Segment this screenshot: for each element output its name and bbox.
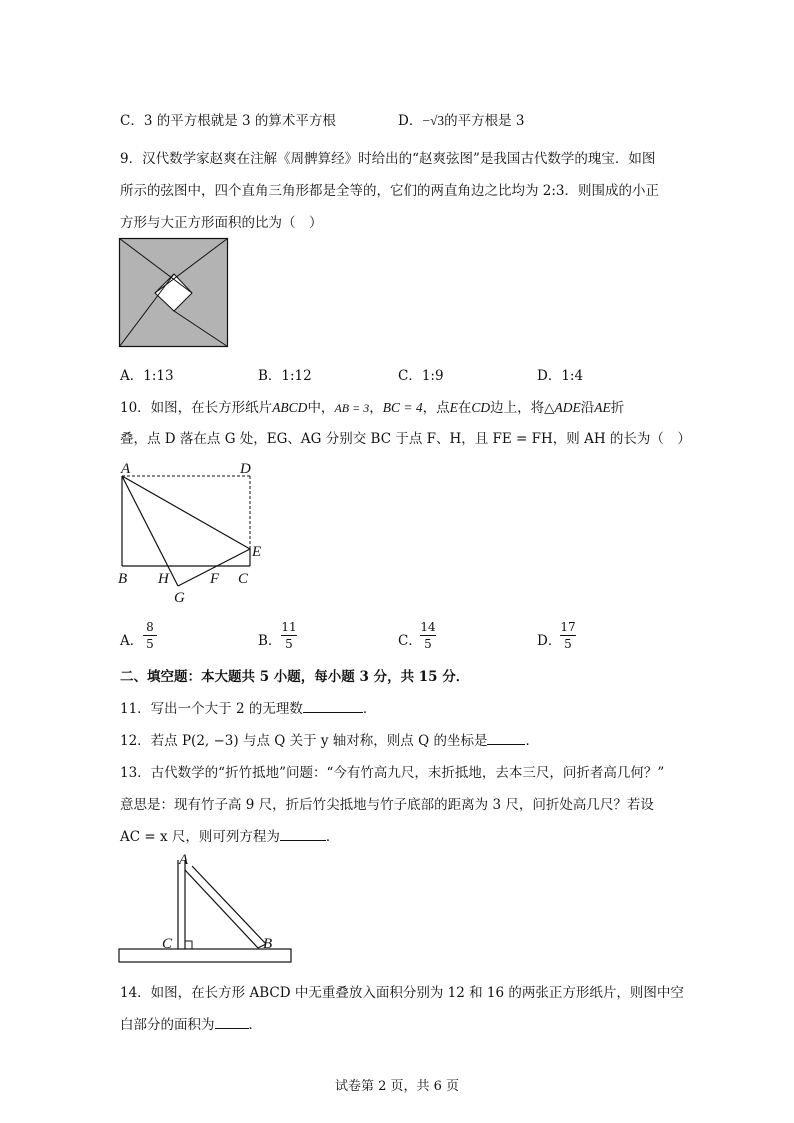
numerator: 17 xyxy=(560,620,576,634)
page-footer: 试卷第 2 页，共 6 页 xyxy=(334,1079,460,1094)
q10-option-b-letter: B． xyxy=(258,633,282,649)
q10-math: ADE xyxy=(554,400,581,415)
zhao-shuang-figure xyxy=(118,237,230,349)
denominator: 5 xyxy=(424,637,432,651)
q10-line2: 叠，点 D 落在点 G 处，EG、AG 分别交 BC 于点 F、H，且 FE = FH，则 AH 的长为（ ） xyxy=(120,431,691,447)
q13-text: AC = x 尺，则可列方程为 xyxy=(120,829,280,845)
q13-line2: 意思是：现有竹子高 9 尺，折后竹尖抵地与竹子底部的距离为 3 尺，问折处高几尺？若设 xyxy=(120,797,654,813)
q10-text: ， xyxy=(369,400,383,416)
fraction-bar xyxy=(560,635,576,636)
q10-option-a-letter: A． xyxy=(120,633,144,649)
folded-rectangle-figure xyxy=(112,456,282,606)
fraction-bar xyxy=(143,635,157,636)
answer-blank[interactable] xyxy=(215,1017,249,1029)
q10-text: ，点 xyxy=(422,400,450,416)
q12-text: 12．若点 P(2, −3) 与点 Q 关于 y 轴对称，则点 Q 的坐标是 xyxy=(120,733,488,749)
q10-option-d-fraction xyxy=(560,620,576,651)
right-angle-mark xyxy=(185,941,192,949)
q10-text: 10．如图，在长方形纸片 xyxy=(120,400,273,416)
q9-line1: 9．汉代数学家赵爽在注解《周髀算经》时给出的“赵爽弦图”是我国古代数学的瑰宝．如图 xyxy=(120,151,656,167)
q9-option-b: B．1:12 xyxy=(258,368,312,384)
q12-end: ． xyxy=(525,733,539,749)
numerator: 11 xyxy=(281,620,297,634)
q10-option-c-letter: C． xyxy=(398,633,422,649)
q9-line2: 所示的弦图中，四个直角三角形都是全等的，它们的两直角边之比均为 2:3．则围成的小正 xyxy=(120,183,660,199)
q10-text: 沿 xyxy=(580,400,595,416)
q8-option-c: C．3 的平方根就是 3 的算术平方根 xyxy=(120,113,336,129)
q11-text: 11．写出一个大于 2 的无理数 xyxy=(120,701,303,717)
q10-math: CD xyxy=(471,400,491,415)
label-a: A xyxy=(179,852,189,868)
broken-bamboo-outer xyxy=(192,866,266,944)
label-f: F xyxy=(210,571,220,587)
q10-math: ABCD xyxy=(272,400,308,415)
denominator: 5 xyxy=(564,637,572,651)
q12 xyxy=(120,729,539,749)
answer-blank[interactable] xyxy=(280,829,326,841)
q10-math: BC = 4 xyxy=(382,400,423,415)
numerator: 8 xyxy=(146,620,154,634)
q10-text: 边上，将△ xyxy=(490,400,555,416)
q10-option-a-fraction xyxy=(143,620,157,651)
q10-text: 在 xyxy=(457,400,472,416)
q10-math: AE xyxy=(594,400,611,415)
label-c: C xyxy=(162,936,173,952)
section-heading: 二、填空题：本大题共 5 小题，每小题 3 分，共 15 分． xyxy=(120,669,470,685)
q8-option-d-math: −√3 xyxy=(422,113,445,128)
label-b: B xyxy=(118,571,128,587)
fraction-bar xyxy=(420,635,436,636)
q14-end: ． xyxy=(248,1017,262,1033)
fraction-bar xyxy=(281,635,297,636)
q13-line3 xyxy=(120,825,339,845)
label-e: E xyxy=(252,544,262,560)
q14-line2 xyxy=(120,1013,262,1033)
q10-option-d-letter: D． xyxy=(537,633,562,649)
q10-math: AB = 3 xyxy=(334,401,370,415)
numerator: 14 xyxy=(420,620,436,634)
q10-text: 中， xyxy=(307,400,335,416)
broken-bamboo-inner xyxy=(185,870,258,948)
q9-option-d: D．1:4 xyxy=(537,368,584,384)
q9-line3: 方形与大正方形面积的比为（ ） xyxy=(120,215,323,231)
q9-option-a: A．1:13 xyxy=(120,368,174,384)
denominator: 5 xyxy=(285,637,293,651)
label-d: D xyxy=(240,461,251,477)
q10-option-b-fraction xyxy=(281,620,297,651)
denominator: 5 xyxy=(146,637,154,651)
answer-blank[interactable] xyxy=(303,701,363,713)
q10-option-c-fraction xyxy=(420,620,436,651)
label-c: C xyxy=(238,571,249,587)
q14-line1: 14．如图，在长方形 ABCD 中无重叠放入面积分别为 12 和 16 的两张正方形纸片，则图中空 xyxy=(120,985,684,1001)
label-b: B xyxy=(263,936,273,952)
q8-option-d-text: 的平方根是 3 xyxy=(444,113,525,129)
q9-option-c: C．1:9 xyxy=(398,368,444,384)
q13-line1: 13．古代数学的“折竹抵地”问题：“今有竹高九尺，末折抵地，去本三尺，问折者高几何？” xyxy=(120,765,665,781)
q10-line1 xyxy=(120,396,624,416)
label-a: A xyxy=(121,461,131,477)
bamboo-figure xyxy=(116,848,296,968)
q10-text: 折 xyxy=(610,400,625,416)
q11 xyxy=(120,697,376,717)
label-g: G xyxy=(174,590,185,606)
answer-blank[interactable] xyxy=(487,733,525,745)
q14-text: 白部分的面积为 xyxy=(120,1017,215,1033)
q11-end: ． xyxy=(362,701,377,717)
q13-end: ． xyxy=(325,829,340,845)
q8-option-d-letter: D． xyxy=(398,113,423,129)
q10-math: E xyxy=(449,400,458,415)
label-h: H xyxy=(158,571,169,587)
q8-option-d xyxy=(398,109,525,129)
